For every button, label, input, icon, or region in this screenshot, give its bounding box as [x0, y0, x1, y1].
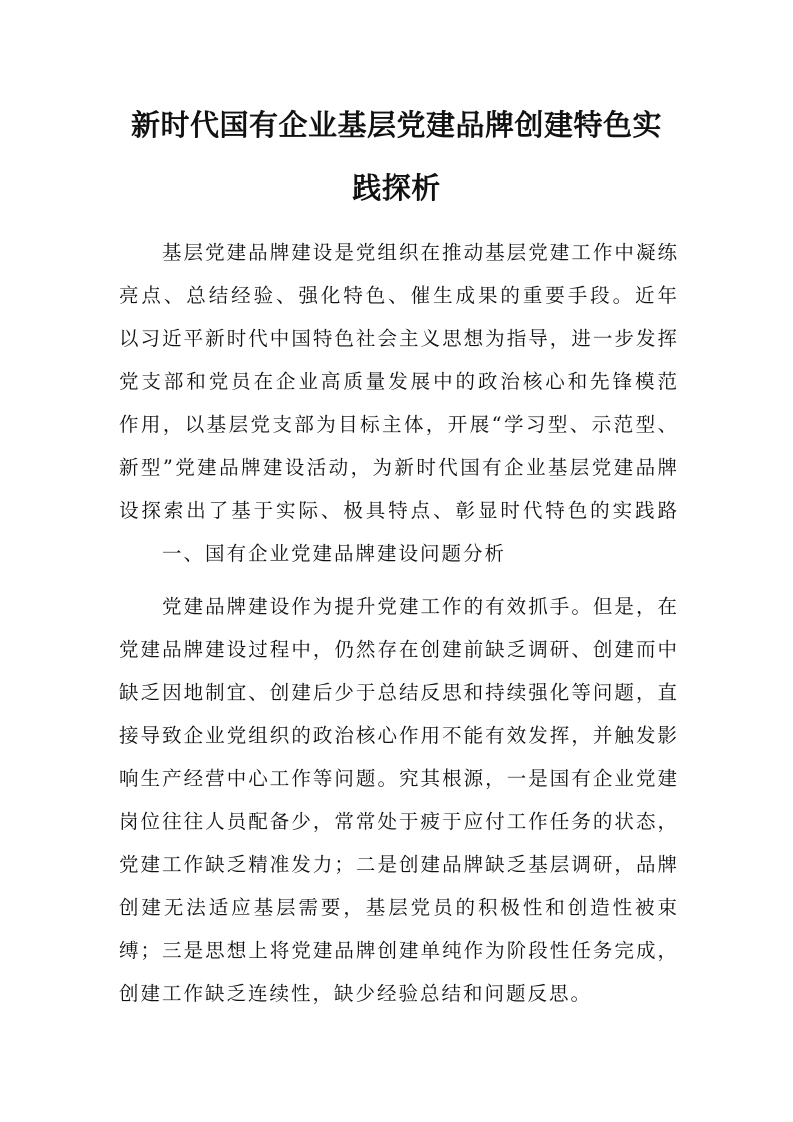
paragraph1-line-1: 基层党建品牌建设是党组织在推动基层党建工作中凝练 — [162, 241, 679, 264]
paragraph1-line-4: 党支部和党员在企业高质量发展中的政治核心和先锋模范 — [119, 370, 679, 393]
paragraph2-line-10: 创建工作缺乏连续性，缺少经验总结和问题反思。 — [119, 982, 593, 1005]
paragraph2-line-7: 党建工作缺乏精准发力；二是创建品牌缺乏基层调研，品牌 — [119, 853, 679, 876]
paragraph1-line-7: 设探索出了基于实际、极具特点、彰显时代特色的实践路 — [119, 499, 679, 522]
paragraph2-line-8: 创建无法适应基层需要，基层党员的积极性和创造性被束 — [119, 896, 679, 919]
paragraph1-line-6: 新型”党建品牌建设活动，为新时代国有企业基层党建品牌 — [119, 456, 679, 479]
document-title-line-1: 新时代国有企业基层党建品牌创建特色实 — [130, 108, 662, 142]
paragraph1-line-3: 以习近平新时代中国特色社会主义思想为指导，进一步发挥 — [119, 327, 679, 350]
paragraph2-line-6: 岗位往往人员配备少，常常处于疲于应付工作任务的状态， — [119, 810, 679, 833]
paragraph1-line-5: 作用，以基层党支部为目标主体，开展“学习型、示范型、 — [119, 413, 679, 436]
paragraph2-line-2: 党建品牌建设过程中，仍然存在创建前缺乏调研、创建而中 — [119, 638, 679, 661]
section-heading-1: 一、国有企业党建品牌建设问题分析 — [162, 542, 507, 565]
paragraph2-line-3: 缺乏因地制宜、创建后少于总结反思和持续强化等问题，直 — [119, 681, 679, 704]
paragraph2-line-9: 缚；三是思想上将党建品牌创建单纯作为阶段性任务完成， — [119, 939, 679, 962]
paragraph2-line-1: 党建品牌建设作为提升党建工作的有效抓手。但是，在 — [162, 595, 679, 618]
document-title-line-2: 践探析 — [352, 171, 441, 205]
paragraph2-line-4: 接导致企业党组织的政治核心作用不能有效发挥，并触发影 — [119, 724, 679, 747]
paragraph2-line-5: 响生产经营中心工作等问题。究其根源，一是国有企业党建 — [119, 767, 679, 790]
paragraph1-line-2: 亮点、总结经验、强化特色、催生成果的重要手段。近年 — [119, 284, 679, 307]
